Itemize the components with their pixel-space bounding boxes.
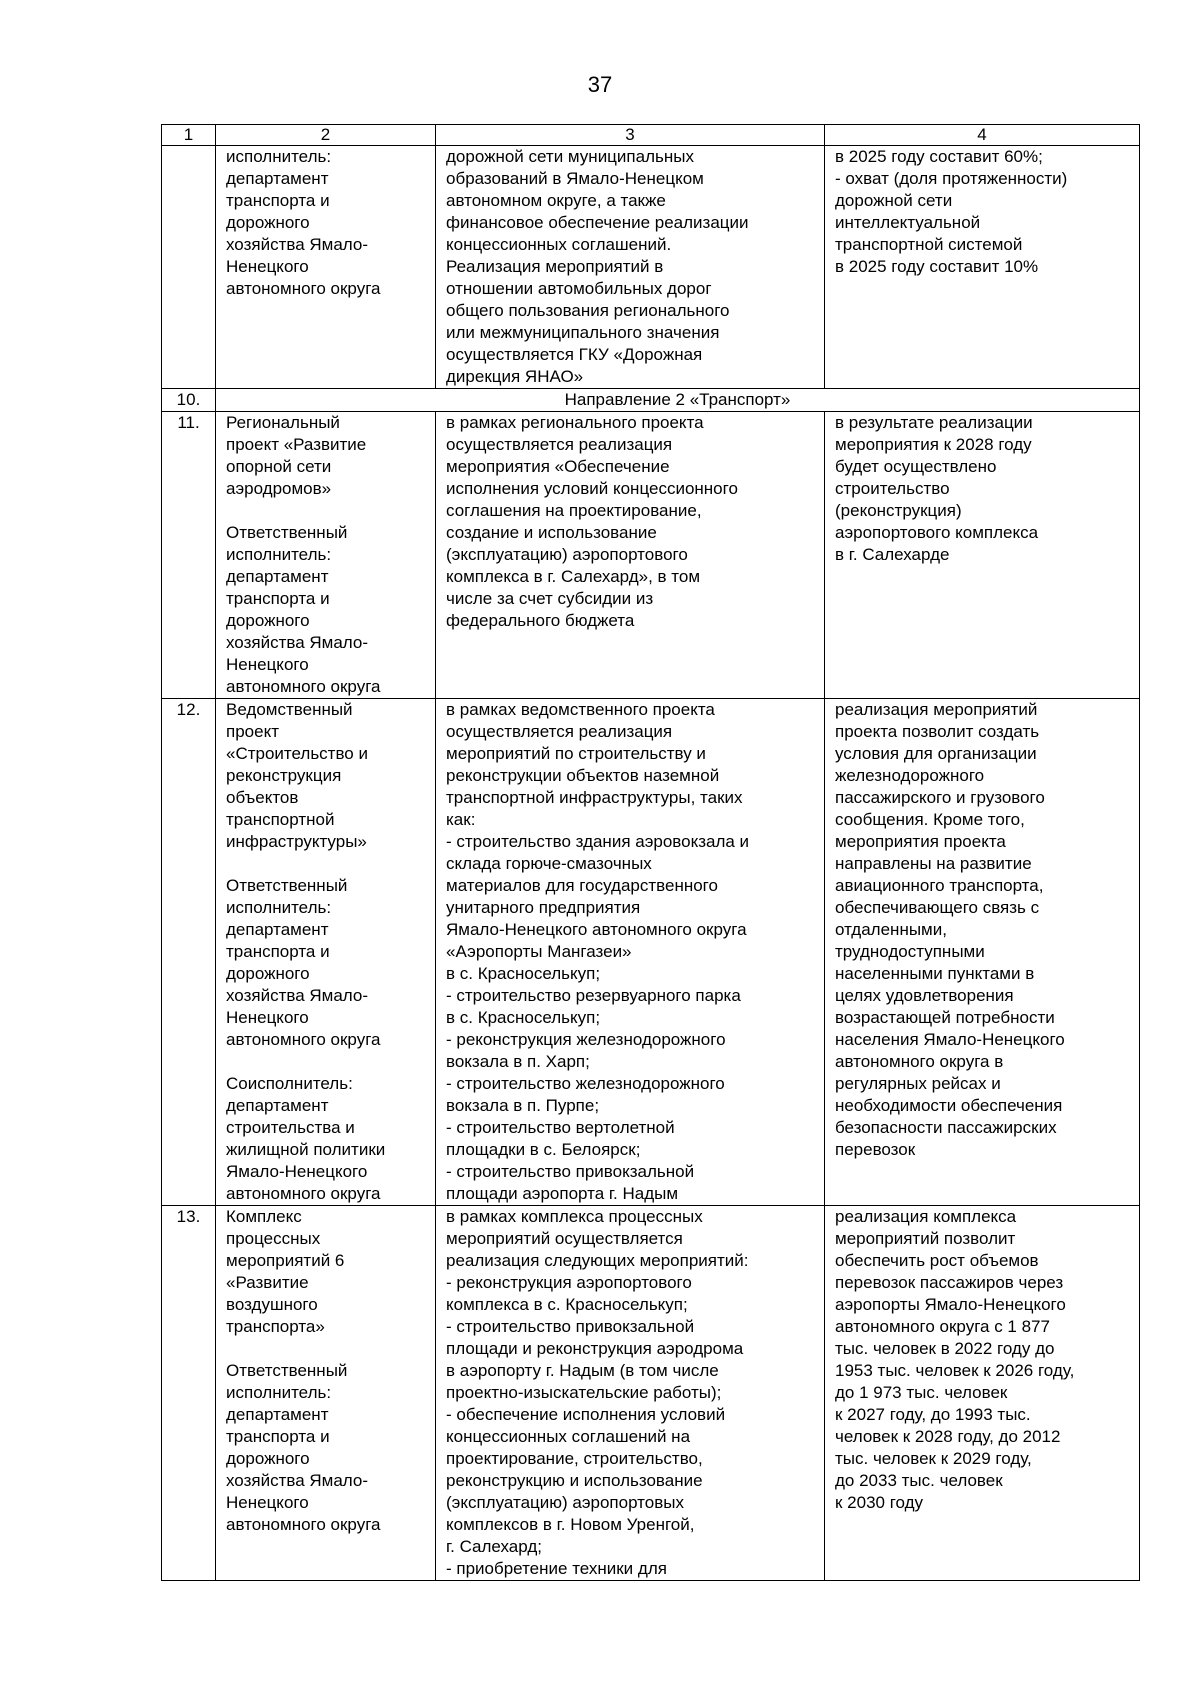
- measure-description-cell: дорожной сети муниципальных образований в Ямало-Ненецком автономном округе, а также финансовое обеспечение реализации концессионных соглашений. Реализация мероприятий в отношении автомобильных дорог общего пользования регионального или межмуниципального значения осуществляется ГКУ «Дорожная дирекция ЯНАО»: [436, 146, 825, 389]
- table-header-row: [162, 125, 1140, 146]
- measure-responsible: Ответственный исполнитель: департамент транспорта и дорожного хозяйства Ямало- Ненецкого автономного округа: [226, 876, 381, 1049]
- measure-responsible: Ответственный исполнитель: департамент транспорта и дорожного хозяйства Ямало- Ненецкого автономного округа: [226, 523, 381, 696]
- row-number-cell: [162, 146, 216, 389]
- row-number: 13.: [162, 1206, 216, 1581]
- section-number: 10.: [162, 389, 216, 412]
- page-number: 37: [587, 72, 613, 97]
- measure-result-cell: в 2025 году составит 60%; - охват (доля протяженности) дорожной сети интеллектуальной транспортной системой в 2025 году составит 10%: [825, 146, 1140, 389]
- measure-title: Региональный проект «Развитие опорной сети аэродромов»: [226, 413, 367, 498]
- table-row-continued: [162, 146, 1140, 389]
- header-col-1: 1: [162, 125, 216, 146]
- measure-name-cell: [216, 1206, 436, 1581]
- measure-name-cell: [216, 699, 436, 1206]
- table-row-12: [162, 699, 1140, 1206]
- table-section-row: [162, 389, 1140, 412]
- measure-description-cell: в рамках ведомственного проекта осуществляется реализация мероприятий по строительству и реконструкции объектов наземной транспортной инфраструктуры, таких как: - строительство здания аэровокзала и склада горюче-смазочных материалов для государственного унитарного предприятия Ямало-Ненецкого автономного округа «Аэропорты Мангазеи» в с. Красноселькуп; - строительство резервуарного парка в с. Красноселькуп; - реконструкция железнодорожного вокзала в п. Харп; - строительство железнодорожного вокзала в п. Пурпе; - строительство вертолетной площадки в с. Белоярск; - строительство привокзальной площади аэропорта г. Надым: [436, 699, 825, 1206]
- measure-result-cell: реализация мероприятий проекта позволит создать условия для организации железнодорожного пассажирского и грузового сообщения. Кроме того, мероприятия проекта направлены на развитие авиационного транспорта, обеспечивающего связь с отдаленными, труднодоступными населенными пунктами в целях удовлетворения возрастающей потребности населения Ямало-Ненецкого автономного округа в регулярных рейсах и необходимости обеспечения безопасности пассажирских перевозок: [825, 699, 1140, 1206]
- row-number: 11.: [162, 412, 216, 699]
- program-measures-table: [161, 124, 1140, 1581]
- header-col-2: 2: [216, 125, 436, 146]
- measure-name-cell: исполнитель: департамент транспорта и дорожного хозяйства Ямало- Ненецкого автономного округа: [216, 146, 436, 389]
- header-col-3: 3: [436, 125, 825, 146]
- table-row-11: [162, 412, 1140, 699]
- section-title: Направление 2 «Транспорт»: [216, 389, 1140, 412]
- measure-coexecutor: Соисполнитель: департамент строительства и жилищной политики Ямало-Ненецкого автономного округа: [226, 1074, 386, 1203]
- measure-title: Ведомственный проект «Строительство и реконструкция объектов транспортной инфраструктуры»: [226, 700, 368, 851]
- measure-name-cell: [216, 412, 436, 699]
- measure-title: Комплекс процессных мероприятий 6 «Развитие воздушного транспорта»: [226, 1207, 345, 1336]
- measure-result-cell: реализация комплекса мероприятий позволит обеспечить рост объемов перевозок пассажиров через аэропорты Ямало-Ненецкого автономного округа с 1 877 тыс. человек в 2022 году до 1953 тыс. человек к 2026 году, до 1 973 тыс. человек к 2027 году, до 1993 тыс. человек к 2028 году, до 2012 тыс. человек к 2029 году, до 2033 тыс. человек к 2030 году: [825, 1206, 1140, 1581]
- measure-result-cell: в результате реализации мероприятия к 2028 году будет осуществлено строительство (реконструкция) аэропортового комплекса в г. Салехарде: [825, 412, 1140, 699]
- header-col-4: 4: [825, 125, 1140, 146]
- table-row-13: [162, 1206, 1140, 1581]
- row-number: 12.: [162, 699, 216, 1206]
- measure-responsible: Ответственный исполнитель: департамент транспорта и дорожного хозяйства Ямало- Ненецкого автономного округа: [226, 1361, 381, 1534]
- measure-description-cell: в рамках регионального проекта осуществляется реализация мероприятия «Обеспечение исполнения условий концессионного соглашения на проектирование, создание и использование (эксплуатацию) аэропортового комплекса в г. Салехард», в том числе за счет субсидии из федерального бюджета: [436, 412, 825, 699]
- measure-description-cell: в рамках комплекса процессных мероприятий осуществляется реализация следующих мероприятий: - реконструкция аэропортового комплекса в с. Красноселькуп; - строительство привокзальной площади и реконструкция аэродрома в аэропорту г. Надым (в том числе проектно-изыскательские работы); - обеспечение исполнения условий концессионных соглашений на проектирование, строительство, реконструкцию и использование (эксплуатацию) аэропортовых комплексов в г. Новом Уренгой, г. Салехард; - приобретение техники для: [436, 1206, 825, 1581]
